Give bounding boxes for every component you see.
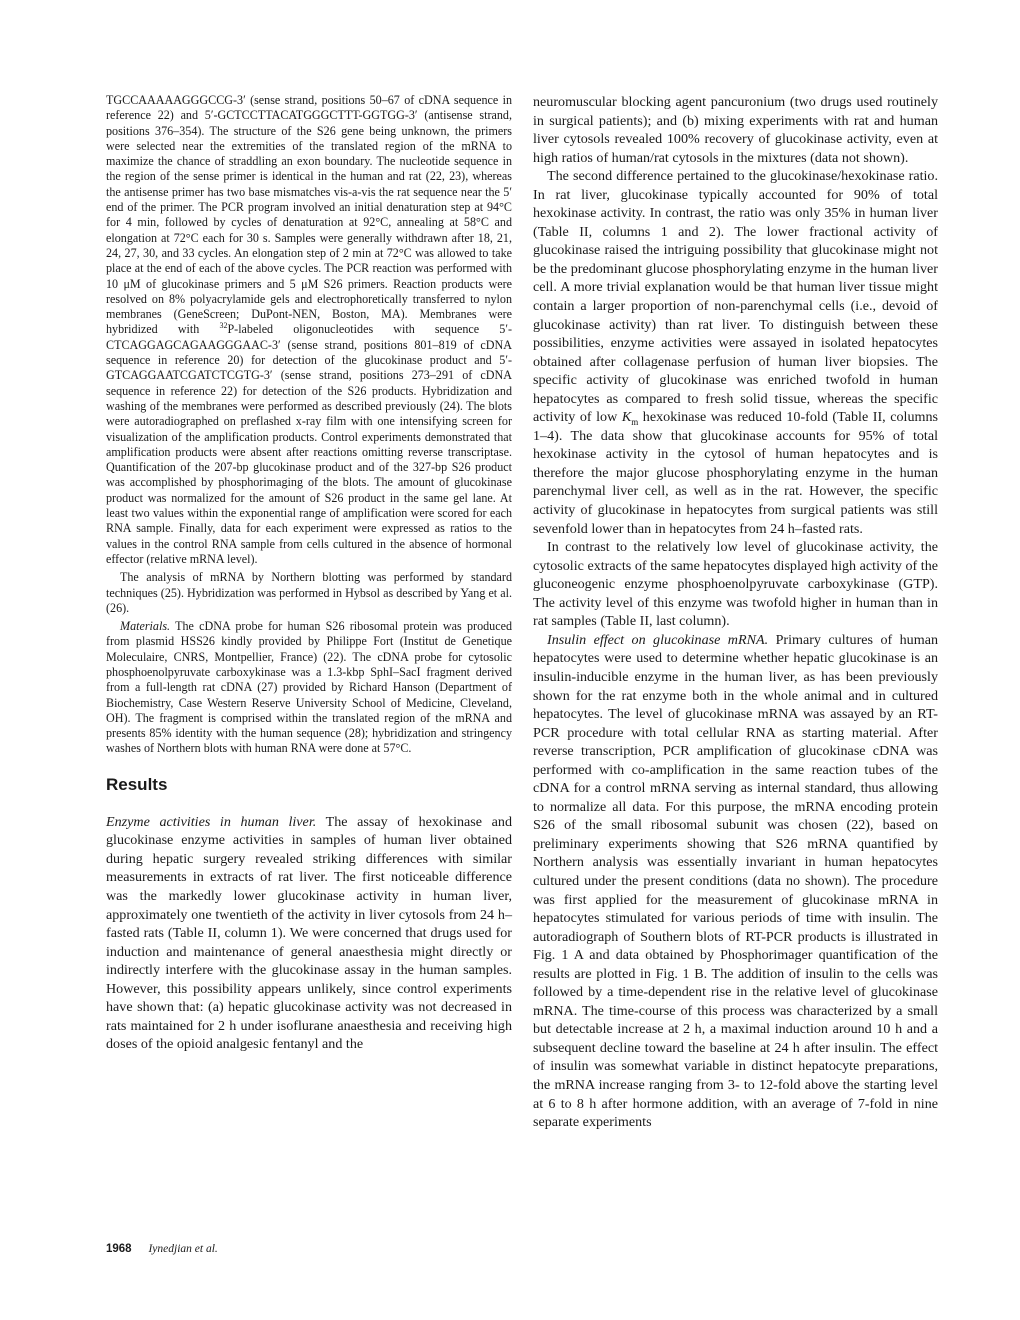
page-number: 1968: [106, 1243, 132, 1255]
results-paragraph-insulin: Insulin effect on glucokinase mRNA. Primary cultures of human hepatocytes were used to determine whether hepatic glucokinase is an insulin-inducible enzyme in the human liver, as has been previously shown for the rat enzyme both in the whole animal and in cultured hepatocytes. The level of glucokinase mRNA was assayed by an RT-PCR procedure with total cellular RNA as starting material. After reverse transcription, PCR amplification of glucokinase cDNA was performed with co-amplification in the same reaction tubes of the cDNA for a control mRNA serving as internal standard, thus allowing to normalize all data. For this purpose, the mRNA encoding protein S26 of the small ribosomal subunit was chosen (22), based on preliminary experiments showing that S26 mRNA quantified by Northern analysis was essentially invariant in human hepatocytes cultured under the present conditions (data no shown). The procedure was first applied for the measurement of glucokinase mRNA in hepatocytes stimulated for various periods of time with insulin. The autoradiograph of Southern blots of RT-PCR products is illustrated in Fig. 1 A and data obtained by Phosphorimager quantification of the results are plotted in Fig. 1 B. The addition of insulin to the cells was followed by a time-dependent rise in the relative level of glucokinase mRNA. The time-course of this process was characterized by a small but detectable increase at 2 h, a maximal induction around 10 h and a subsequent decline toward the baseline at 24 h after insulin. The effect of insulin was somewhat variable in distinct hepatocyte preparations, the mRNA increase ranging from 3- to 12-fold above the starting level at 6 to 8 h after hormone addition, with an average of 7-fold in nine separate experiments: [533, 631, 938, 1131]
results-paragraph-ratio: The second difference pertained to the glucokinase/hexokinase ratio. In rat liver, glucokinase typically accounted for 90% of total hexokinase activity. In contrast, the ratio was only 35% in human liver (Table II, columns 1 and 2). The lower fractional activity of glucokinase raised the intriguing possibility that glucokinase might not be the predominant glucose phosphorylating enzyme in the human liver cell. A more trivial explanation would be that human liver tissue might contain a larger proportion of non-parenchymal cells (i.e., devoid of glucokinase activity) than rat liver. To distinguish between these possibilities, enzyme activities were assayed in isolated hepatocytes obtained after collagenase perfusion of human liver biopsies. The specific activity of glucokinase was enriched twofold in human hepatocytes as compared to fresh solid tissue, whereas the specific activity of low $K_m$ hexokinase was reduced 10-fold (Table II, columns 1–4). The data show that glucokinase accounts for 95% of total hexokinase activity in the cytosol of human hepatocytes and is therefore the major glucose phosphorylating enzyme in the human parenchymal liver cell, as well as in the rat. However, the specific activity of glucokinase in hepatocytes from surgical patients was still sevenfold lower than in hepatocytes from 24 h–fasted rats.: [533, 168, 938, 537]
results-heading: Results: [106, 774, 168, 794]
results-paragraph-pepck: In contrast to the relatively low level of glucokinase activity, the cytosolic extracts of the same hepatocytes displayed high activity of the gluconeogenic enzyme phosphoenolpyruvate carboxykinase (GTP). The activity level of this enzyme was twofold higher in human than in rat samples (Table II, last column).: [533, 539, 938, 630]
results-paragraph-enzyme: Enzyme activities in human liver. The assay of hexokinase and glucokinase enzyme activities in samples of human liver obtained during hepatic surgery revealed striking differences with similar measurements in extracts of rat liver. The first noticeable difference was the markedly lower glucokinase activity in human liver, approximately one twentieth of the activity in liver cytosols from 24 h–fasted rats (Table II, column 1). We were concerned that drugs used for induction and maintenance of general anaesthesia might directly or indirectly interfere with the glucokinase assay in the human samples. However, this possibility appears unlikely, since control experiments have shown that: (a) hepatic glucokinase activity was not decreased in rats maintained for 2 h under isoflurane anaesthesia and receiving high doses of the opioid analgesic fentanyl and the: [106, 813, 512, 1053]
methods-paragraph-pcr: TGCCAAAAAGGGCCG-3′ (sense strand, positions 50–67 of cDNA sequence in reference 22) and 5′-GCTCCTTACATGGGCTTT-GGTGG-3′ (antisense strand, positions 376–354). The structure of the S26 gene being unknown, the primers were selected near the extremities of the translated region of the mRNA to maximize the chance of straddling an exon boundary. The nucleotide sequence in the region of the sense primer is identical in the human and rat (22, 23), whereas the antisense primer has two base mismatches vis-a-vis the rat sequence near the 5′ end of the primer. The PCR program involved an initial denaturation step at 94°C for 4 min, followed by cycles of denaturation at 92°C, annealing at 58°C and elongation at 72°C each for 30 s. Samples were generally withdrawn after 18, 21, 24, 27, 30, and 33 cycles. An elongation step of 2 min at 72°C was allowed to take place at the end of each of the above cycles. The PCR reaction was performed with 10 μM of glucokinase primers and 5 μM S26 primers. Reaction products were resolved on 8% polyacrylamide gels and electrophoretically transferred to nylon membranes (GeneScreen; DuPont-NEN, Boston, MA). Membranes were hybridized with $^{32}$P-labeled oligonucleotides with sequence 5′-CTCAGGAGCAGAAGGGAAC-3′ (sense strand, positions 801–819 of cDNA sequence in reference 20) for detection of the glucokinase product and 5′-GTCAGGAATCGATCTCGTG-3′ (sense strand, positions 273–291 of cDNA sequence in reference 22) for detection of the S26 products. Hybridization and washing of the membranes were performed as described previously (24). The blots were autoradiographed on preflashed x-ray film with one intensifying screen for visualization of the amplification products. Control experiments demonstrated that amplification products were absent after reactions omitting reverse transcriptase. Quantification of the 207-bp glucokinase product and of the 327-bp S26 product was accomplished by phosphorimaging of the blots. The amount of glucokinase product was normalized for the amount of S26 product in the same gel lane. At least two values within the exponential range of amplification were scored for each RNA sample. Finally, data for each experiment were expressed as ratios to the values in the control RNA sample from cells cultured in the absence of hormonal effector (relative mRNA level).: [106, 93, 512, 566]
right-column: [533, 93, 938, 1132]
page-footer: [106, 1243, 218, 1255]
results-paragraph-enzyme-cont: neuromuscular blocking agent pancuronium (two drugs used routinely in surgical patients); and (b) mixing experiments with rat and human liver cytosols revealed 100% recovery of glucokinase activity, even at high ratios of human/rat cytosols in the mixtures (data not shown).: [533, 94, 938, 166]
methods-paragraph-northern: The analysis of mRNA by Northern blotting was performed by standard techniques (25). Hybridization was performed in Hybsol as described by Yang et al. (26).: [106, 570, 512, 615]
left-column: [106, 93, 512, 1054]
methods-paragraph-materials: Materials. The cDNA probe for human S26 ribosomal protein was produced from plasmid HSS26 kindly provided by Philippe Fort (Institut de Genetique Moleculaire, CNRS, Montpellier, France) (22). The cDNA probe for cytosolic phosphoenolpyruvate carboxykinase was a 1.3-kbp SphI–SacI fragment derived from a full-length rat cDNA (27) provided by Richard Hanson (Department of Biochemistry, Case Western Reserve University School of Medicine, Cleveland, OH). The fragment is comprised within the translated region of the mRNA and presents 85% identity with the human sequence (28); hybridization and stringency washes of Northern blots with human RNA were done at 57°C.: [106, 619, 512, 756]
running-authors: Iynedjian et al.: [148, 1243, 218, 1255]
